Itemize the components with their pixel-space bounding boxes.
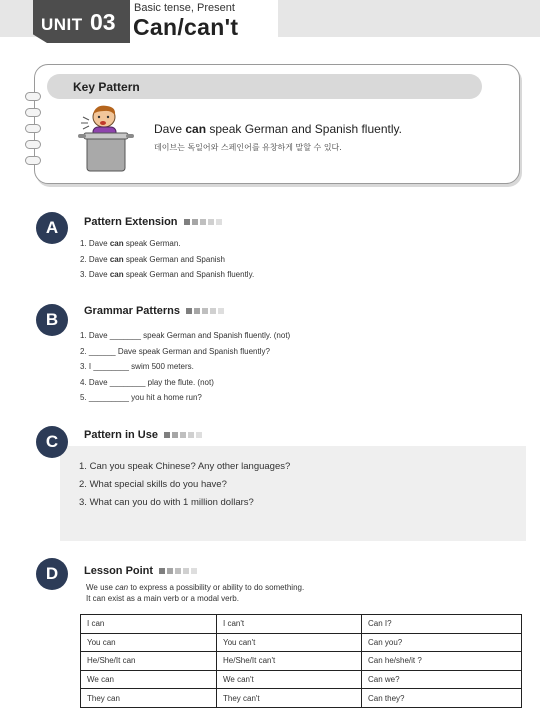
binder-ring (25, 124, 41, 133)
binder-ring (25, 140, 41, 149)
table-cell: They can (81, 689, 217, 708)
section-d-title: Lesson Point (84, 565, 197, 577)
list-item: 2. What special skills do you have? (79, 479, 227, 490)
page-title: Can/can't (133, 14, 239, 40)
table-cell: I can't (217, 615, 362, 634)
decorative-square (186, 308, 192, 314)
unit-label: UNIT (41, 15, 83, 34)
grammar-patterns-list (80, 331, 290, 409)
decorative-square (216, 219, 222, 225)
decorative-square (175, 568, 181, 574)
decorative-square (183, 568, 189, 574)
decorative-squares (159, 568, 197, 574)
table-cell: Can he/she/it ? (362, 652, 522, 671)
lesson-point-text (86, 583, 304, 604)
table-cell: Can we? (362, 670, 522, 689)
section-b-title: Grammar Patterns (84, 305, 224, 317)
table-cell: Can I? (362, 615, 522, 634)
table-cell: He/She/It can (81, 652, 217, 671)
decorative-square (184, 219, 190, 225)
decorative-square (196, 432, 202, 438)
section-a-title: Pattern Extension (84, 216, 222, 228)
lesson-point-line: It can exist as a main verb or a modal verb. (86, 593, 239, 603)
key-pattern-translation: 데이브는 독일어와 스페인어를 유창하게 말할 수 있다. (154, 143, 342, 152)
pattern-in-use-list (79, 461, 290, 515)
decorative-square (194, 308, 200, 314)
list-item: 5. _________ you hit a home run? (80, 393, 202, 402)
conjugation-table (80, 614, 522, 708)
decorative-square (208, 219, 214, 225)
list-item: 3. Dave can speak German and Spanish fluently. (80, 270, 255, 279)
table-cell: You can't (217, 633, 362, 652)
table-cell: He/She/It can't (217, 652, 362, 671)
decorative-square (192, 219, 198, 225)
list-item: 4. Dave ________ play the flute. (not) (80, 377, 214, 387)
lesson-point-line: We use can to express a possibility or ability to do something. (86, 583, 305, 592)
unit-number: 03 (90, 9, 116, 35)
table-row (81, 633, 522, 652)
table-row (81, 652, 522, 671)
character-illustration (78, 103, 136, 173)
section-c-badge: C (36, 426, 68, 458)
binder-ring (25, 108, 41, 117)
key-pattern-label: Key Pattern (73, 80, 140, 94)
list-item: 3. I ________ swim 500 meters. (80, 362, 194, 371)
table-cell: You can (81, 633, 217, 652)
binder-ring (25, 92, 41, 101)
decorative-square (188, 432, 194, 438)
list-item: 1. Can you speak Chinese? Any other languages? (79, 461, 291, 472)
section-d-badge: D (36, 558, 68, 590)
section-a-badge: A (36, 212, 68, 244)
section-c-title: Pattern in Use (84, 429, 202, 441)
table-row (81, 689, 522, 708)
pattern-extension-list (80, 239, 254, 286)
key-pattern-sentence: Dave can speak German and Spanish fluently. (154, 122, 402, 136)
section-b-badge: B (36, 304, 68, 336)
table-cell: We can (81, 670, 217, 689)
binder-ring (25, 156, 41, 165)
decorative-square (164, 432, 170, 438)
table-cell: They can't (217, 689, 362, 708)
decorative-square (218, 308, 224, 314)
table-cell: I can (81, 615, 217, 634)
table-cell: We can't (217, 670, 362, 689)
list-item: 3. What can you do with 1 million dollars? (79, 497, 254, 508)
decorative-square (210, 308, 216, 314)
table-cell: Can they? (362, 689, 522, 708)
unit-subtitle: Basic tense, Present (134, 2, 235, 14)
decorative-squares (184, 219, 222, 225)
table-cell: Can you? (362, 633, 522, 652)
table-row (81, 670, 522, 689)
decorative-squares (164, 432, 202, 438)
decorative-square (200, 219, 206, 225)
decorative-square (180, 432, 186, 438)
table-row (81, 615, 522, 634)
decorative-square (172, 432, 178, 438)
decorative-square (191, 568, 197, 574)
decorative-squares (186, 308, 224, 314)
list-item: 2. Dave can speak German and Spanish (80, 254, 226, 264)
list-item: 1. Dave can speak German. (80, 239, 181, 248)
decorative-square (167, 568, 173, 574)
decorative-square (159, 568, 165, 574)
list-item: 2. ______ Dave speak German and Spanish fluently? (80, 346, 270, 356)
list-item: 1. Dave _______ speak German and Spanish fluently. (not) (80, 331, 291, 340)
decorative-square (202, 308, 208, 314)
